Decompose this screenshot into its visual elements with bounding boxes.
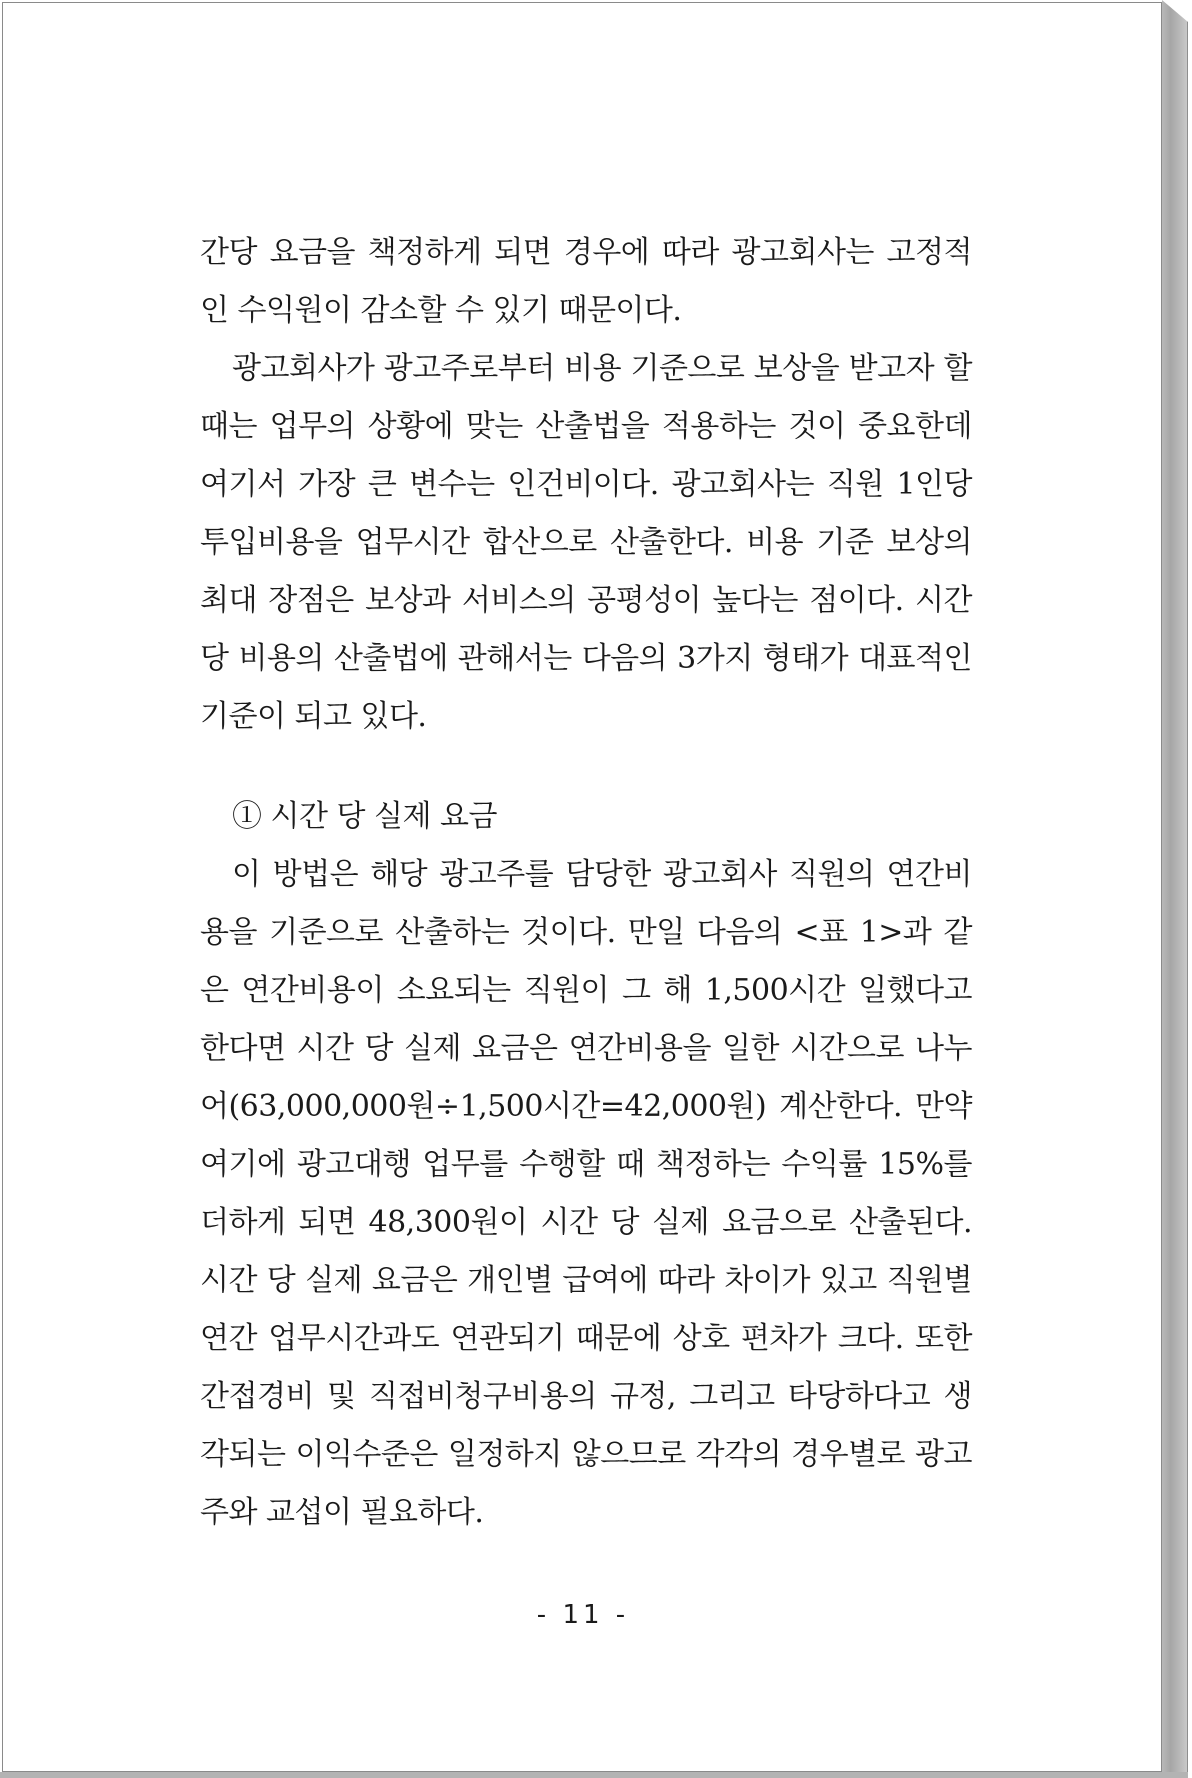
paragraph-hourly-rate: 이 방법은 해당 광고주를 담당한 광고회사 직원의 연간비용을 기준으로 산출하는 것이다. 만일 다음의 <표 1>과 같은 연간비용이 소요되는 직원이 그 해 1,500시간 일했다고 한다면 시간 당 실제 요금은 연간비용을 일한 시간으로 나누어(63,000,000원÷1,500시간=42,000원) 계산한다. 만약 여기에 광고대행 업무를 수행할 때 책정하는 수익률 15%를 더하게 되면 48,300원이 시간 당 실제 요금으로 산출된다. 시간 당 실제 요금은 개인별 급여에 따라 차이가 있고 직원별 연간 업무시간과도 연관되기 때문에 상호 편차가 크다. 또한 간접경비 및 직접비청구비용의 규정, 그리고 타당하다고 생각되는 이익수준은 일정하지 않으므로 각각의 경우별로 광고주와 교섭이 필요하다.: [200, 857, 972, 1530]
section-heading: ① 시간 당 실제 요금: [232, 799, 498, 834]
body-text: [200, 224, 972, 1542]
document-page: [2, 2, 1162, 1772]
page-bottom-edge: [0, 1772, 1188, 1778]
paragraph-continued: 간당 요금을 책정하게 되면 경우에 따라 광고회사는 고정적인 수익원이 감소할 수 있기 때문이다.: [200, 235, 972, 328]
paragraph-cost-basis: 광고회사가 광고주로부터 비용 기준으로 보상을 받고자 할 때는 업무의 상황에 맞는 산출법을 적용하는 것이 중요한데 여기서 가장 큰 변수는 인건비이다. 광고회사는 직원 1인당 투입비용을 업무시간 합산으로 산출한다. 비용 기준 보상의 최대 장점은 보상과 서비스의 공평성이 높다는 점이다. 시간 당 비용의 산출법에 관해서는 다음의 3가지 형태가 대표적인 기준이 되고 있다.: [200, 351, 972, 734]
page-number: - 11 -: [536, 1600, 630, 1630]
page-edge-shadow: [1162, 0, 1188, 1776]
